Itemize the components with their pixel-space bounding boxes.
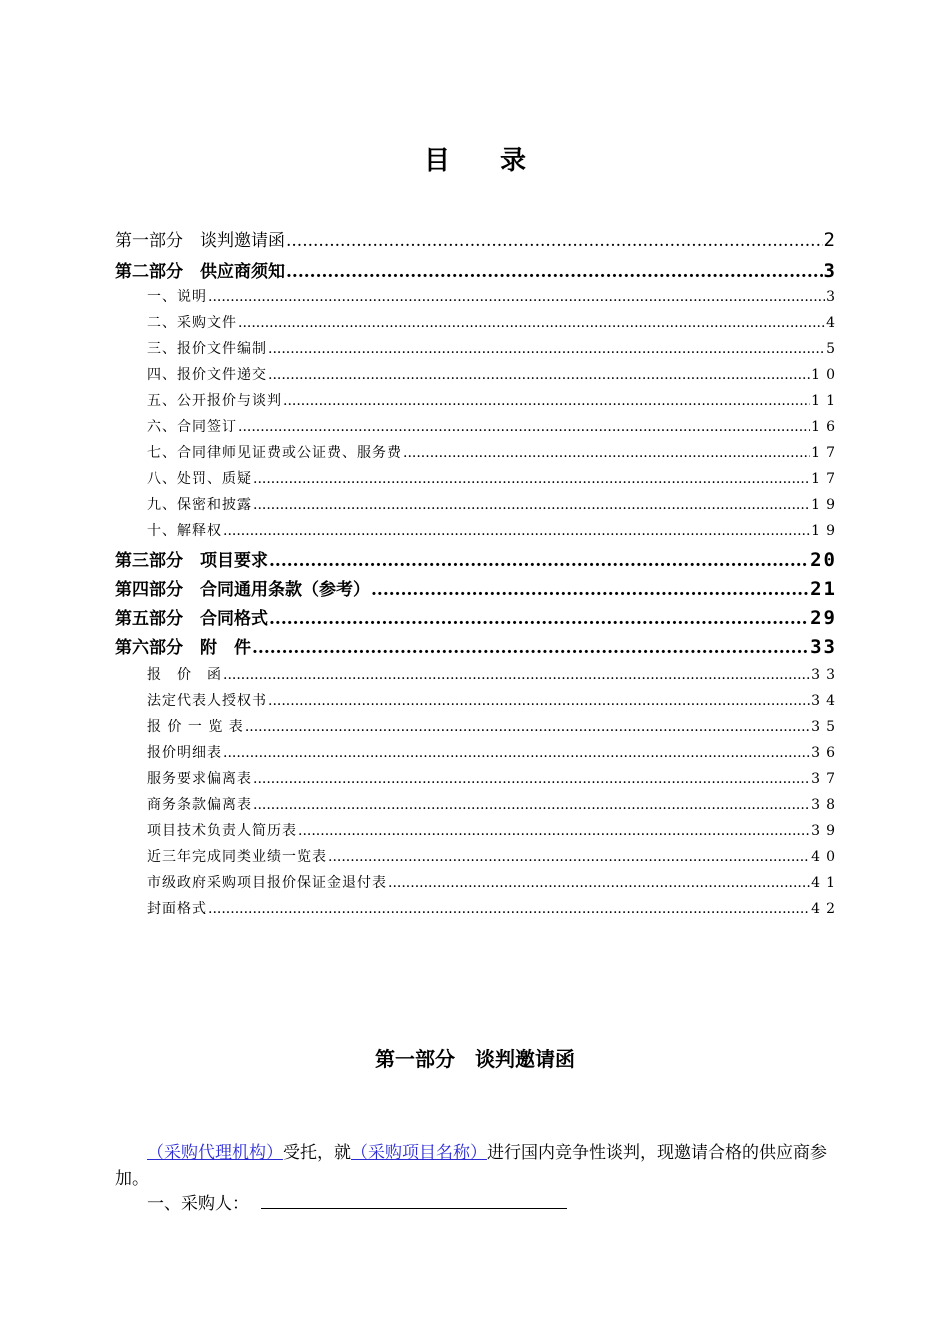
toc-entry-6-6[interactable] <box>115 794 841 814</box>
toc-entry-2-8[interactable] <box>115 468 841 488</box>
toc-entry-6-9[interactable] <box>115 872 841 892</box>
toc-entry-label: 市级政府采购项目报价保证金退付表 <box>147 875 387 891</box>
toc-entry-label: 第一部分 谈判邀请函 <box>115 231 285 251</box>
toc-entry-page: 33 <box>810 636 837 658</box>
toc-entry-page: 5 <box>826 341 841 357</box>
toc-entry-label: 报价明细表 <box>147 745 222 761</box>
paragraph-text-2: 进行国内竞争性谈判，现邀请合格的供应商参加。 <box>115 1143 827 1189</box>
toc-entry-6-5[interactable] <box>115 768 841 788</box>
toc-entry-2-4[interactable] <box>115 364 841 384</box>
toc-entry-page: 38 <box>811 797 841 813</box>
toc-entry-page: 35 <box>811 719 841 735</box>
toc-entry-page: 2 <box>823 229 837 251</box>
toc-entry-label: 九、保密和披露 <box>147 497 252 513</box>
toc-entry-page: 37 <box>811 771 841 787</box>
toc-entry-label: 十、解释权 <box>147 523 222 539</box>
toc-entry-page: 29 <box>810 607 837 629</box>
toc-entry-page: 4 <box>826 315 841 331</box>
toc-entry-label: 第二部分 供应商须知 <box>115 262 285 282</box>
toc-entry-2-3[interactable] <box>115 338 841 358</box>
toc-title-char-2: 录 <box>500 146 527 176</box>
toc-entry-label: 三、报价文件编制 <box>147 341 267 357</box>
toc-entry-label: 七、合同律师见证费或公证费、服务费 <box>147 445 402 461</box>
toc-entry-part-3[interactable] <box>115 546 835 571</box>
toc-entry-label: 商务条款偏离表 <box>147 797 252 813</box>
toc-entry-label: 法定代表人授权书 <box>147 693 267 709</box>
toc-entry-page: 33 <box>811 667 841 683</box>
toc-entry-page: 16 <box>811 419 841 435</box>
agency-placeholder: （采购代理机构） <box>147 1143 283 1163</box>
toc-entry-6-4[interactable] <box>115 742 841 762</box>
toc-entry-label: 第六部分 附 件 <box>115 638 251 658</box>
toc-entry-2-2[interactable] <box>115 312 841 332</box>
section-title: 第一部分 谈判邀请函 <box>375 1047 575 1071</box>
toc-entry-part-5[interactable] <box>115 604 835 629</box>
toc-entry-label: 二、采购文件 <box>147 315 237 331</box>
toc-entry-part-4[interactable] <box>115 575 835 600</box>
paragraph-text-1: 受托，就 <box>283 1143 351 1163</box>
toc-entry-page: 41 <box>811 875 841 891</box>
toc-entry-label: 五、公开报价与谈判 <box>147 393 282 409</box>
toc-entry-page: 21 <box>810 578 837 600</box>
purchaser-label: 一、采购人： <box>147 1194 249 1214</box>
toc-entry-part-1[interactable] <box>115 226 835 251</box>
toc-title <box>0 140 950 177</box>
toc-entry-2-10[interactable] <box>115 520 841 540</box>
invitation-paragraph <box>115 1140 837 1192</box>
toc-entry-page: 39 <box>811 823 841 839</box>
toc-entry-page: 11 <box>811 393 841 409</box>
toc-entry-label: 第五部分 合同格式 <box>115 609 268 629</box>
toc-entry-label: 报 价 一 览 表 <box>147 719 244 735</box>
toc-entry-page: 17 <box>811 471 841 487</box>
project-placeholder: （采购项目名称） <box>351 1143 487 1163</box>
toc-entry-2-5[interactable] <box>115 390 841 410</box>
toc-entry-2-6[interactable] <box>115 416 841 436</box>
toc-entry-page: 10 <box>811 367 841 383</box>
toc-entry-label: 八、处罚、质疑 <box>147 471 252 487</box>
toc-title-char-1: 目 <box>423 146 450 176</box>
toc-entry-2-1[interactable] <box>115 286 841 306</box>
toc-entry-label: 六、合同签订 <box>147 419 237 435</box>
toc-entry-page: 17 <box>811 445 841 461</box>
purchaser-line <box>147 1189 567 1214</box>
toc-entry-label: 近三年完成同类业绩一览表 <box>147 849 327 865</box>
toc-entry-label: 一、说明 <box>147 289 207 305</box>
toc-entry-6-8[interactable] <box>115 846 841 866</box>
toc-entry-page: 34 <box>811 693 841 709</box>
toc-entry-6-2[interactable] <box>115 690 841 710</box>
purchaser-blank-field[interactable] <box>261 1190 567 1209</box>
toc-entry-label: 项目技术负责人简历表 <box>147 823 297 839</box>
toc-entry-page: 20 <box>810 549 837 571</box>
toc-entry-6-7[interactable] <box>115 820 841 840</box>
toc-entry-page: 42 <box>811 901 841 917</box>
toc-entry-label: 服务要求偏离表 <box>147 771 252 787</box>
toc-entry-page: 3 <box>823 260 837 282</box>
toc-entry-page: 19 <box>811 523 841 539</box>
toc-entry-2-7[interactable] <box>115 442 841 462</box>
toc-entry-6-10[interactable] <box>115 898 841 918</box>
toc-entry-label: 第四部分 合同通用条款（参考） <box>115 580 370 600</box>
toc-entry-6-1[interactable] <box>115 664 841 684</box>
toc-entry-label: 报 价 函 <box>147 667 222 683</box>
toc-entry-page: 3 <box>826 289 841 305</box>
toc-entry-page: 36 <box>811 745 841 761</box>
toc-entry-page: 40 <box>811 849 841 865</box>
toc-entry-label: 第三部分 项目要求 <box>115 551 268 571</box>
toc-entry-label: 封面格式 <box>147 901 207 917</box>
toc-entry-part-2[interactable] <box>115 257 835 282</box>
toc-entry-6-3[interactable] <box>115 716 841 736</box>
toc-entry-2-9[interactable] <box>115 494 841 514</box>
toc-entry-part-6[interactable] <box>115 633 835 658</box>
toc-entry-page: 19 <box>811 497 841 513</box>
toc-entry-label: 四、报价文件递交 <box>147 367 267 383</box>
